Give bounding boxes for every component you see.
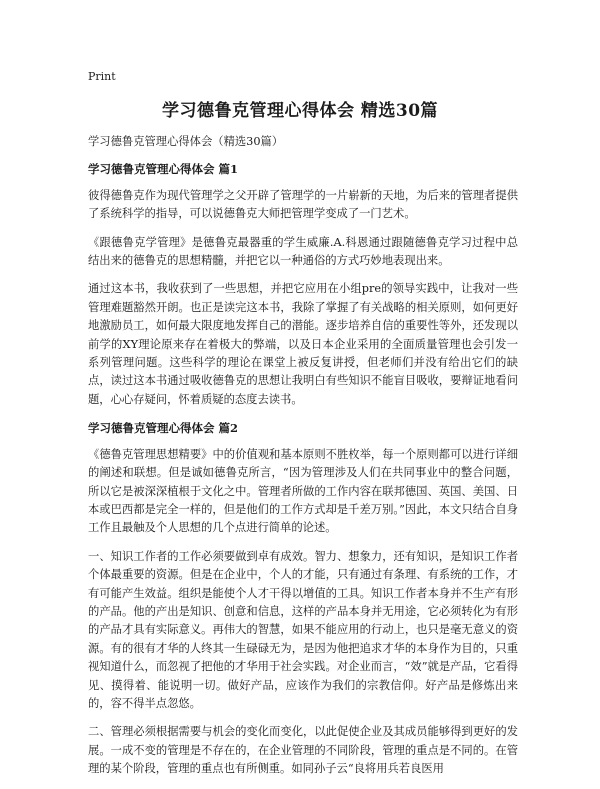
section-heading: 学习德鲁克管理心得体会 篇1 bbox=[88, 162, 239, 177]
paragraph: 二、管理必须根据需要与机会的变化而变化，以此促使企业及其成员能够得到更好的发展。一成不变的管理是不存在的，在企业管理的不同阶段，管理的重点是不同的。在管理的某个阶段，管理的重点也有所侧重。如同孙子云“良将用兵若良医用 bbox=[88, 725, 518, 776]
paragraph: 通过这本书，我收获到了一些思想，并把它应用在小组pre的领导实践中，让我对一些管理难题豁然开朗。也正是读完这本书，我除了掌握了有关战略的相关原则，如何更好地激励员工，如何最大限度地发挥自己的潜能。逐步培养自信的重要性等外，还发现以前学的XY理论原来存在着极大的弊端，以及日本企业采用的全面质量管理也会引发一系列管理问题。这些科学的理论在课堂上被反复讲授，但老师们并没有给出它们的缺点，读过这本书通过吸收德鲁克的思想让我明白有些知识不能盲目吸收，要辩证地看问题，心心存疑问，怀着质疑的态度去读书。 bbox=[88, 282, 518, 406]
paragraph: 《德鲁克管理思想精要》中的价值观和基本原则不胜枚举，每一个原则都可以进行详细的阐述和联想。但是诚如德鲁克所言，“因为管理涉及人们在共同事业中的整合问题，所以它是被深深植根于文化之中。管理者所做的工作内容在联邦德国、英国、美国、日本或巴西都是完全一样的，但是他们的工作方式却是千差万别。”因此，本文只结合自身工作且最触及个人思想的几个点进行简单的论述。 bbox=[88, 447, 518, 535]
paragraph: 《跟德鲁克学管理》是德鲁克最器重的学生威廉.A.科恩通过跟随德鲁克学习过程中总结出来的德鲁克的思想精髓，并把它以一种通俗的方式巧妙地表现出来。 bbox=[88, 235, 518, 268]
document-subtitle: 学习德鲁克管理心得体会（精选30篇） bbox=[88, 135, 284, 148]
page-title: 学习德鲁克管理心得体会 精选30篇 bbox=[161, 101, 439, 121]
section-heading: 学习德鲁克管理心得体会 篇2 bbox=[88, 421, 239, 436]
section-2 bbox=[88, 419, 518, 778]
print-link[interactable]: Print bbox=[88, 70, 116, 83]
section-1 bbox=[88, 160, 518, 409]
paragraph: 一、知识工作者的工作必须要做到卓有成效。智力、想象力，还有知识，是知识工作者个体最重要的资源。但是在企业中，个人的才能，只有通过有条理、有系统的工作，才有可能产生效益。组织是能使个人才干得以增值的工具。知识工作者本身并不生产有形的产品。他的产出是知识、创意和信息，这样的产品本身并无用途，它必须转化为有形的产品才具有实际意义。再伟大的智慧，如果不能应用的行动上，也只是毫无意义的资源。有的很有才华的人终其一生碌碌无为，是因为他把追求才华的本身作为目的，只重视知道什么，而忽视了把他的才华用于社会实践。对企业而言，“效”就是产品，它看得见、摸得着、能说明一切。做好产品，应该作为我们的宗教信仰。好产品是修炼出来的，容不得半点忽悠。 bbox=[88, 549, 518, 710]
document-body bbox=[88, 133, 518, 789]
paragraph: 彼得德鲁克作为现代管理学之父开辟了管理学的一片崭新的天地，为后来的管理者提供了系统科学的指导，可以说德鲁克大师把管理学变成了一门艺术。 bbox=[88, 188, 518, 221]
